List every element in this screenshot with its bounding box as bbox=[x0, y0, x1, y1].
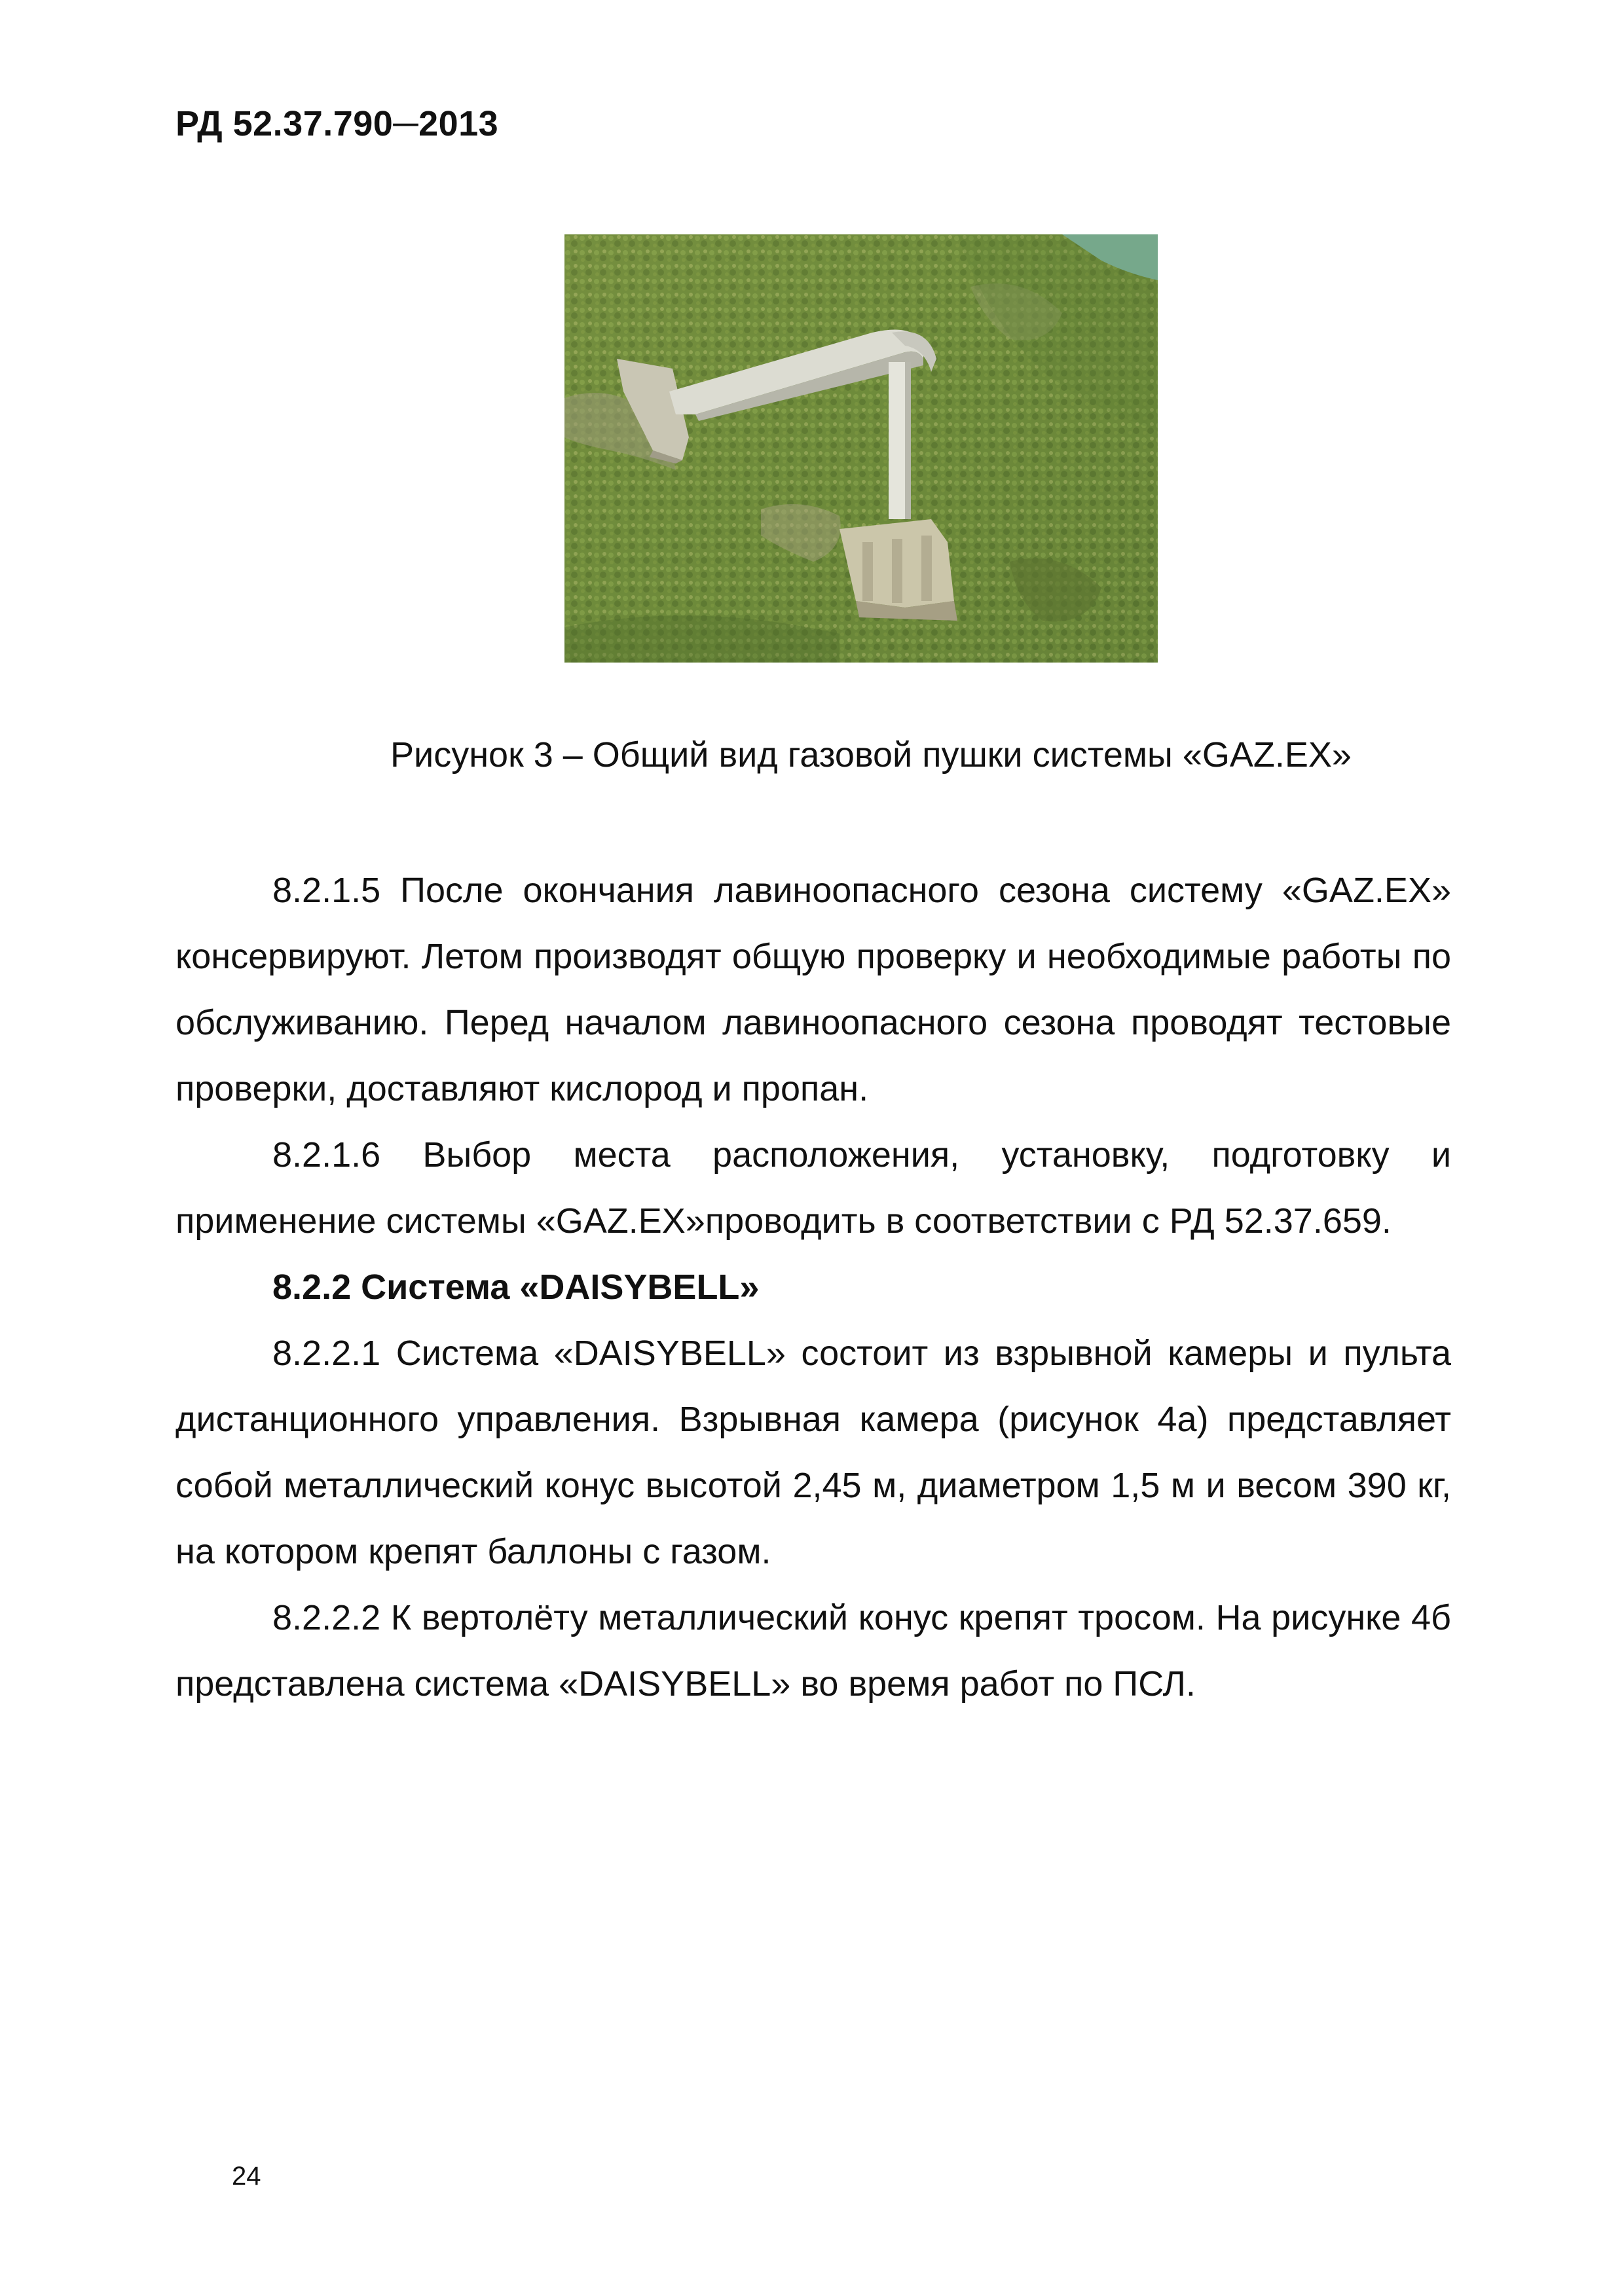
paragraph-8-2-2-1: 8.2.2.1 Система «DAISYBELL» состоит из взрывной камеры и пульта дистанционного управления. Взрывная камера (рисунок 4а) представляет собой металлический конус высотой 2,45 м, диаметром 1,5 м и весом 390 кг, на котором крепят баллоны с газом. bbox=[175, 1334, 1451, 1571]
figure-photo bbox=[564, 234, 1158, 663]
paragraph-8-2-2-2: 8.2.2.2 К вертолёту металлический конус крепят тросом. На рисунке 4б представлена система «DAISYBELL» во время работ по ПСЛ. bbox=[175, 1598, 1451, 1704]
paragraph-8-2-1-6: 8.2.1.6 Выбор места расположения, установку, подготовку и применение системы «GAZ.EX»проводить в соответствии с РД 52.37.659. bbox=[175, 1135, 1451, 1241]
figure-caption: Рисунок 3 – Общий вид газовой пушки системы «GAZ.EX» bbox=[390, 735, 1352, 774]
paragraph-8-2-1-5: 8.2.1.5 После окончания лавиноопасного сезона систему «GAZ.EX» консервируют. Летом производят общую проверку и необходимые работы по обслуживанию. Перед началом лавиноопасного сезона проводят тестовые проверки, доставляют кислород и пропан. bbox=[175, 871, 1451, 1108]
document-number: РД 52.37.790─2013 bbox=[175, 104, 499, 143]
gas-cannon-photo bbox=[564, 234, 1158, 663]
section-heading-8-2-2: 8.2.2 Система «DAISYBELL» bbox=[272, 1267, 760, 1307]
page-number: 24 bbox=[232, 2162, 261, 2191]
body-text bbox=[175, 858, 1451, 1717]
